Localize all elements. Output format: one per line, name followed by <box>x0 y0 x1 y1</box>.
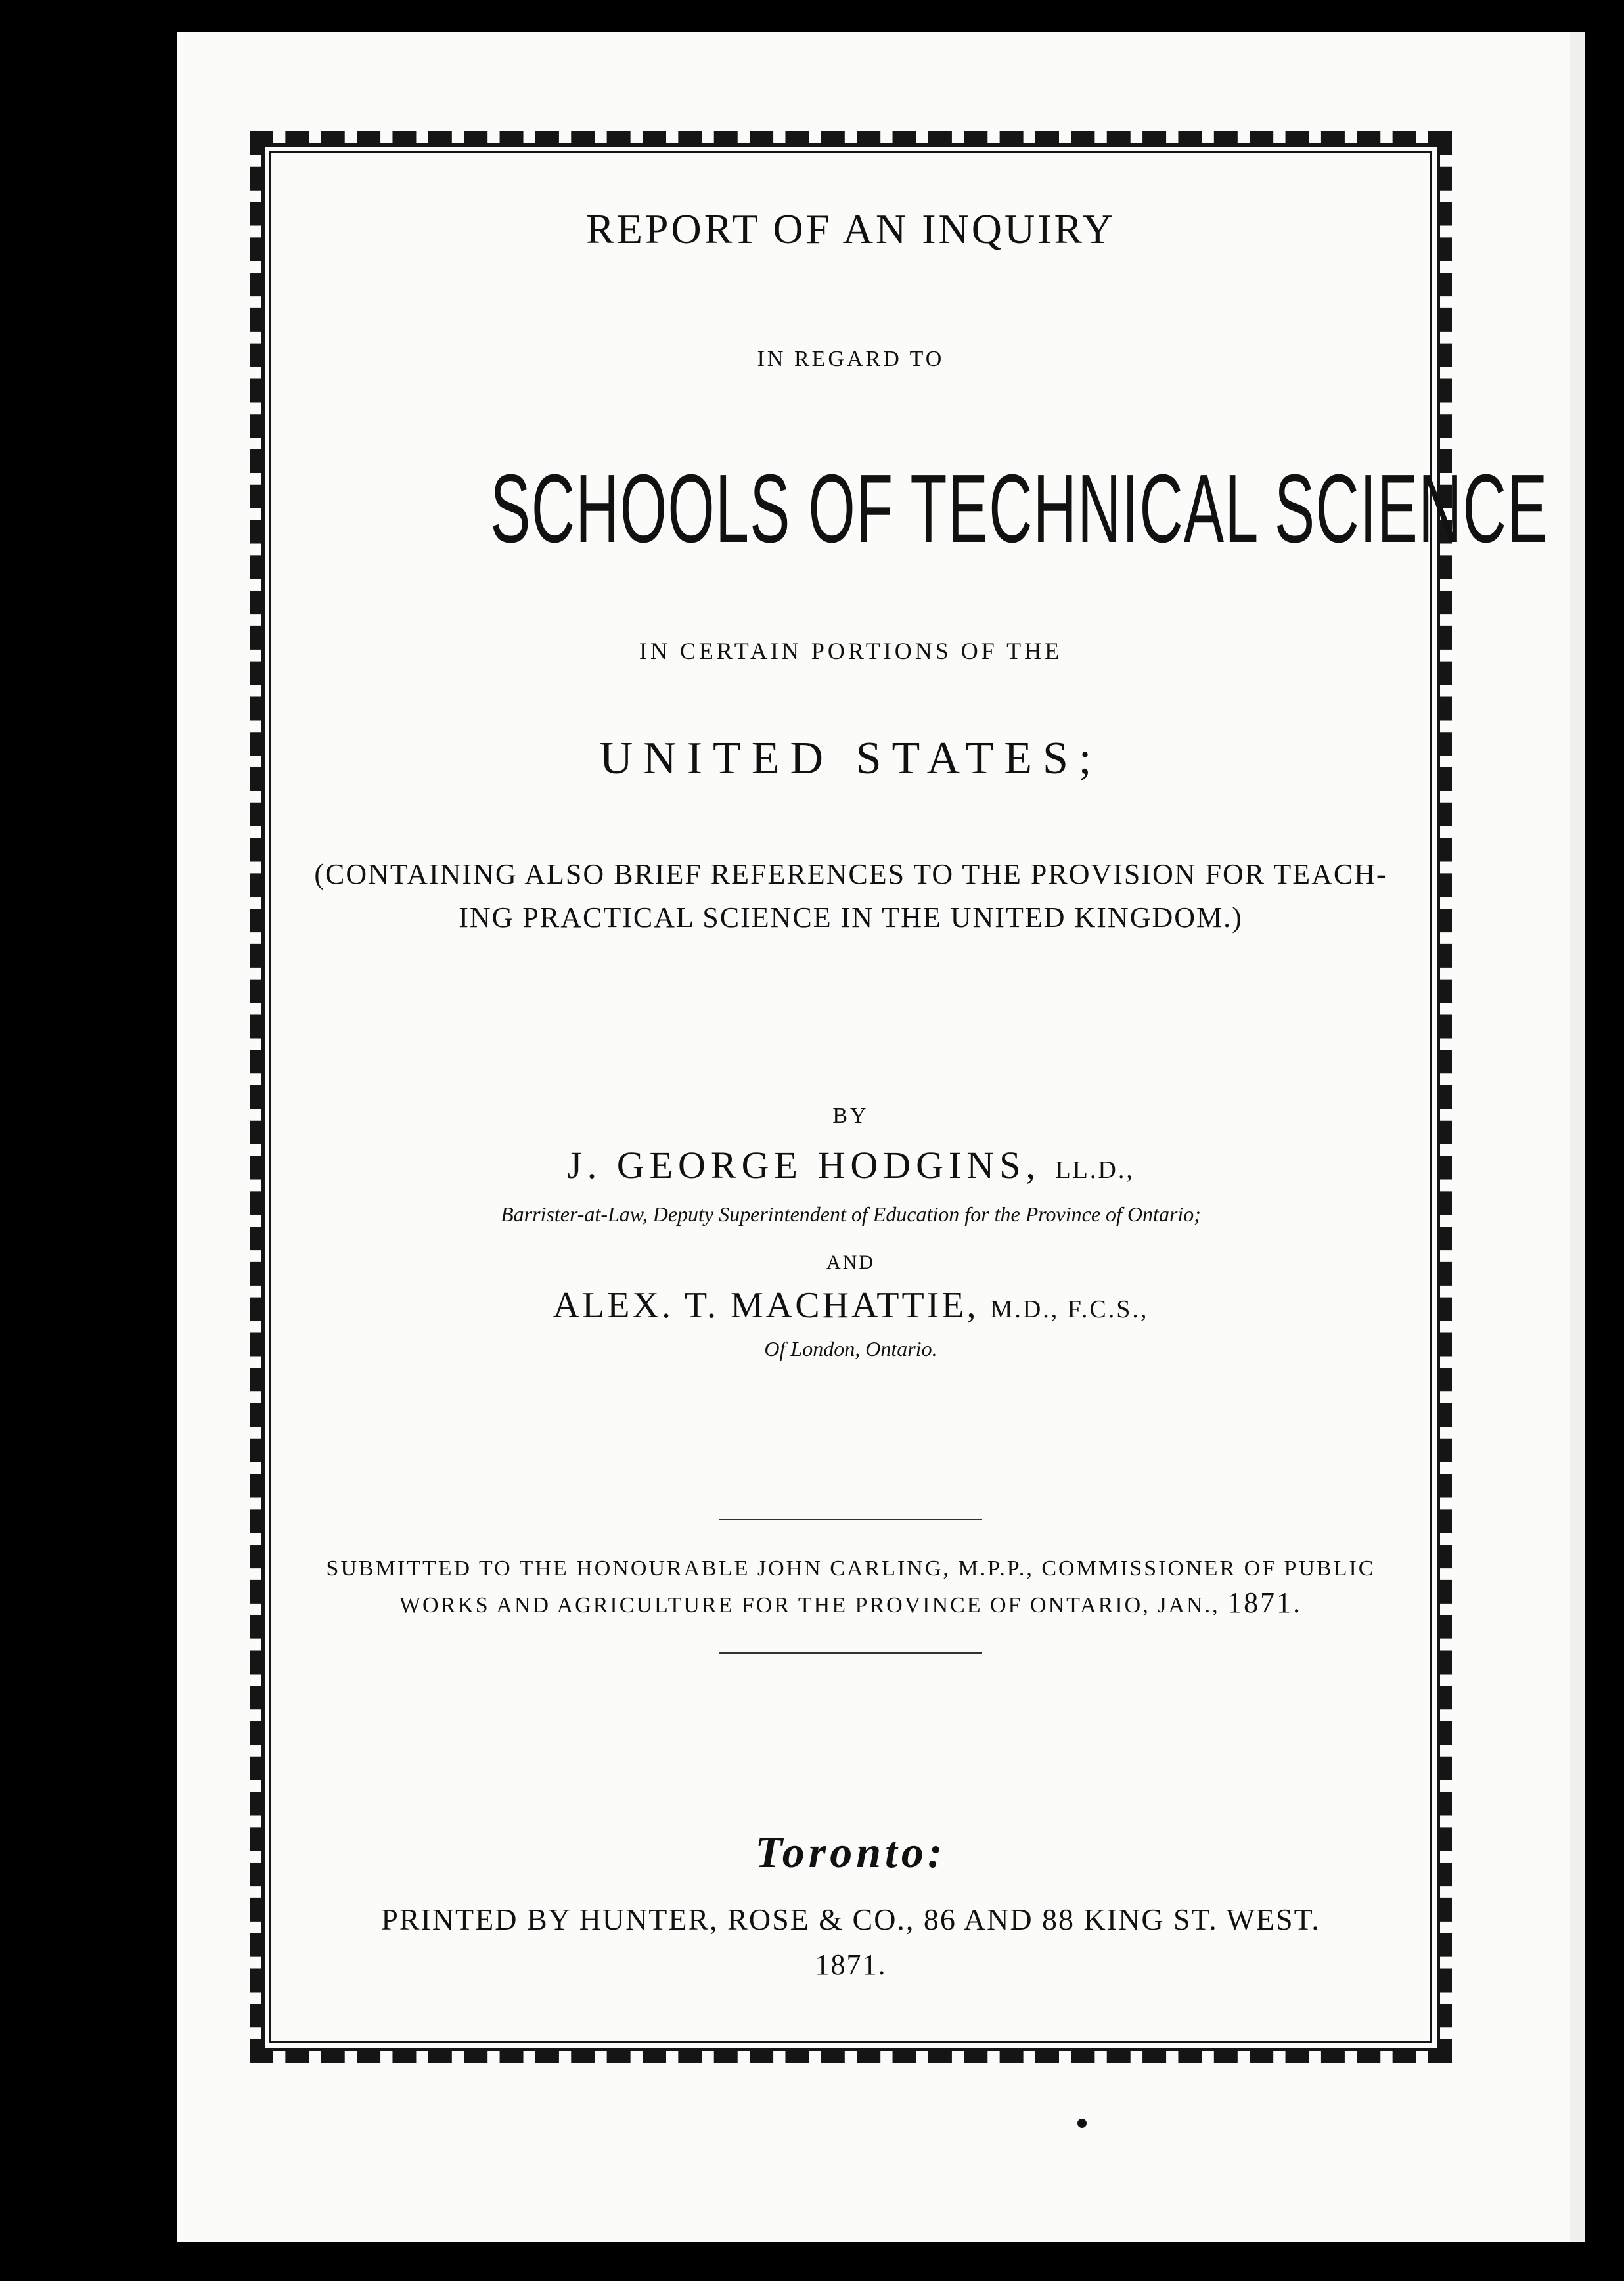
submitted-note <box>269 1552 1432 1623</box>
containing-line-1: (CONTAINING ALSO BRIEF REFERENCES TO THE PROVISION FOR TEACH- <box>314 858 1387 890</box>
author-2-description: Of London, Ontario. <box>764 1337 937 1361</box>
author-2-name: ALEX. T. MACHATTIE, <box>553 1285 979 1326</box>
submitted-line-1: SUBMITTED TO THE HONOURABLE JOHN CARLING, M.P.P., COMMISSIONER OF PUBLIC <box>326 1556 1376 1581</box>
main-title: SCHOOLS OF TECHNICAL SCIENCE <box>490 455 1548 563</box>
by-line: BY <box>832 1104 869 1128</box>
author-2-degree: M.D., F.C.S., <box>990 1296 1149 1323</box>
printer-line: PRINTED BY HUNTER, ROSE & CO., 86 AND 88 KING ST. WEST. <box>381 1903 1320 1936</box>
containing-line-2: ING PRACTICAL SCIENCE IN THE UNITED KINGDOM.) <box>459 901 1243 934</box>
page-edge-strip <box>1570 32 1585 2242</box>
in-certain-portions-line: IN CERTAIN PORTIONS OF THE <box>639 638 1063 664</box>
border-rule-inner <box>269 151 1548 2043</box>
containing-note <box>269 853 1432 939</box>
submitted-line-2 <box>269 1586 1432 1623</box>
report-title: REPORT OF AN INQUIRY <box>586 206 1116 252</box>
author-1-name: J. GEORGE HODGINS, <box>567 1144 1041 1186</box>
divider-rule-bottom <box>719 1652 982 1654</box>
place-of-publication: Toronto: <box>755 1827 947 1877</box>
author-1-description: Barrister-at-Law, Deputy Superintendent of Education for the Province of Ontario; <box>501 1202 1201 1226</box>
divider-rule-top <box>719 1519 982 1520</box>
author-1-degree: LL.D., <box>1055 1156 1135 1184</box>
and-line: AND <box>826 1252 875 1273</box>
submitted-year: 1871. <box>1227 1587 1303 1619</box>
submitted-line-2-text: WORKS AND AGRICULTURE FOR THE PROVINCE OF ONTARIO, JAN., <box>399 1593 1220 1617</box>
publication-year: 1871. <box>815 1949 887 1981</box>
author-1 <box>269 1143 1432 1187</box>
author-2 <box>269 1284 1432 1326</box>
ink-speck <box>1077 2119 1087 2128</box>
scan-dark-edge <box>1585 0 1624 2281</box>
country-title: UNITED STATES; <box>599 733 1102 784</box>
in-regard-to-line: IN REGARD TO <box>757 347 945 371</box>
